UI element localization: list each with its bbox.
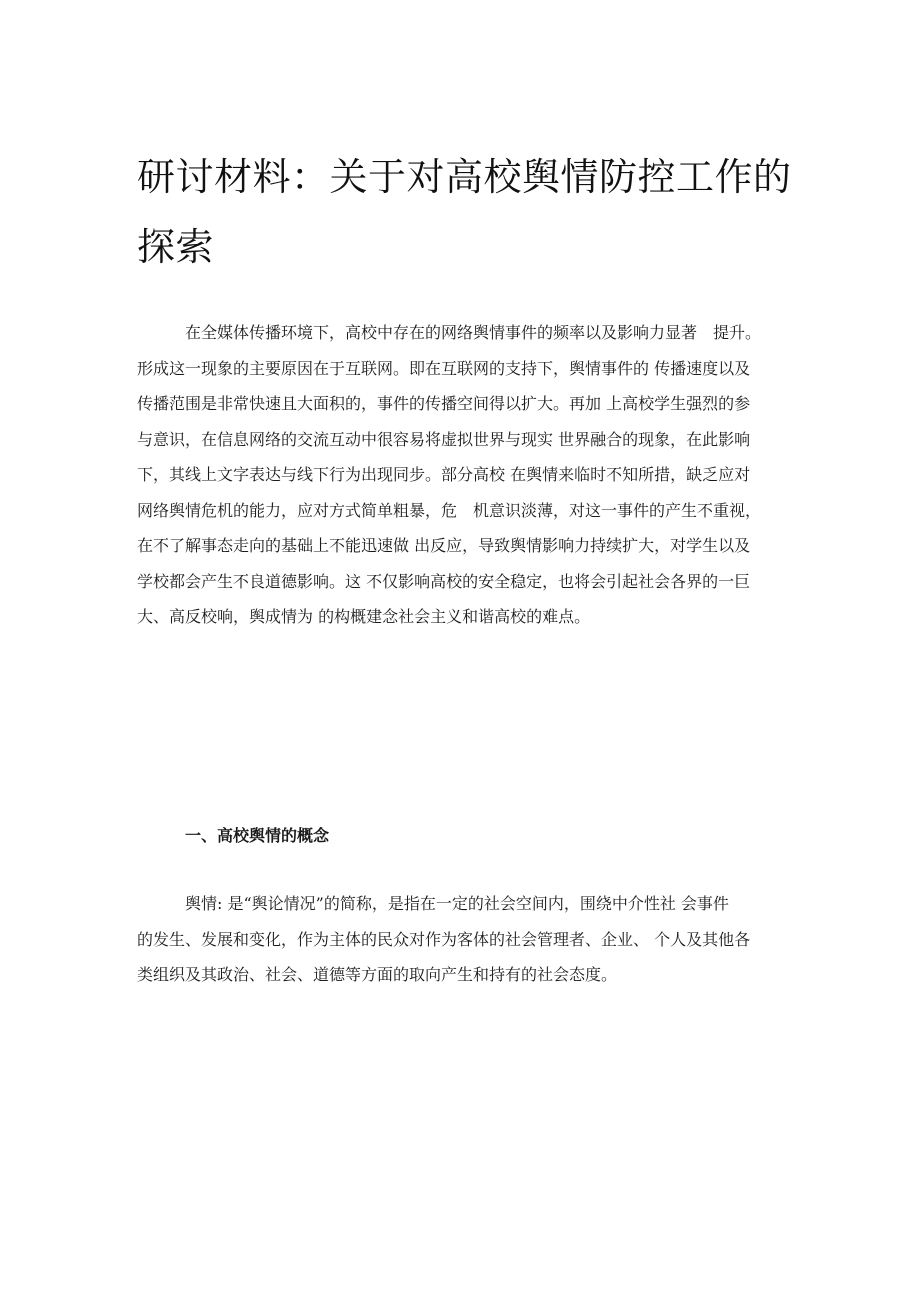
definition-line-1: 舆情: 是“舆论情况”的简称，是指在一定的社会空间内，围绕中介性社 会事件	[185, 894, 729, 913]
section-heading: 一、高校舆情的概念	[185, 826, 330, 845]
intro-line-6: 网络舆情危机的能力，应对方式简单粗暴，危 机意识淡薄，对这一事件的产生不重视，	[137, 500, 762, 520]
intro-line-2: 形成这一现象的主要原因在于互联网。即在互联网的支持下，舆情事件的 传播速度以及	[137, 358, 751, 378]
intro-line-9: 大、高反校响，舆成情为 的构概建念社会主义和谐高校的难点。	[137, 607, 591, 626]
definition-paragraph	[137, 886, 797, 993]
intro-line-1: 在全媒体传播环境下，高校中存在的网络舆情事件的频率以及影响力显著 提升。	[185, 323, 762, 342]
intro-line-4: 与意识，在信息网络的交流互动中很容易将虚拟世界与现实 世界融合的现象，在此影响	[137, 429, 751, 449]
title-line-1: 研讨材料：关于对高校舆情防控工作的	[137, 155, 792, 199]
title-line-2: 探索	[137, 225, 215, 269]
document-title	[137, 142, 797, 282]
intro-line-3: 传播范围是非常快速且大面积的，事件的传播空间得以扩大。再加 上高校学生强烈的参	[137, 394, 751, 413]
definition-line-3: 类组织及其政治、社会、道德等方面的取向产生和持有的社会态度。	[137, 965, 618, 984]
intro-line-7: 在不了解事态走向的基础上不能迅速做 出反应，导致舆情影响力持续扩大，对学生以及	[137, 536, 751, 555]
intro-line-5: 下，其线上文字表达与线下行为出现同步。部分高校 在舆情来临时不知所措，缺乏应对	[137, 465, 751, 484]
definition-line-2: 的发生、发展和变化，作为主体的民众对作为客体的社会管理者、企业、 个人及其他各	[137, 929, 751, 949]
intro-line-8: 学校都会产生不良道德影响。这 不仅影响高校的安全稳定，也将会引起社会各界的一巨	[137, 571, 751, 591]
intro-paragraph	[137, 315, 797, 635]
